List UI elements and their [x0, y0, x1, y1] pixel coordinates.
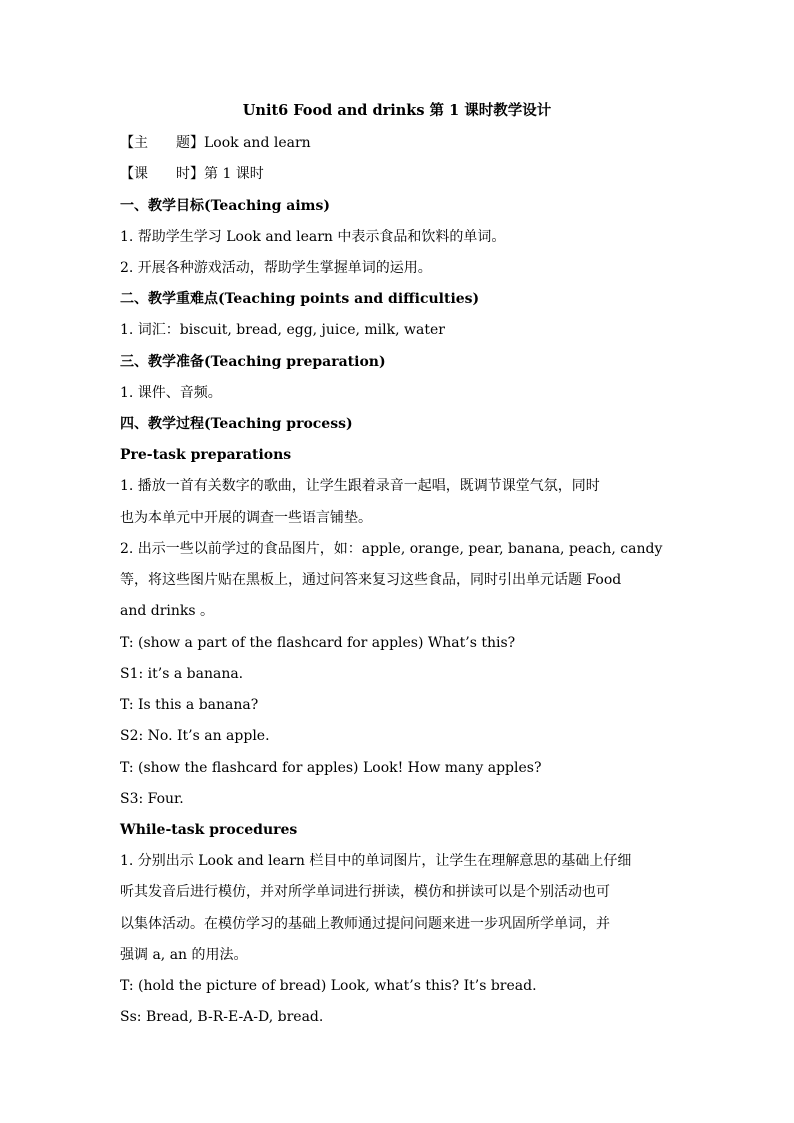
dialogue-line: T: (show a part of the flashcard for apples) What’s this?: [120, 635, 516, 651]
document-title: Unit6 Food and drinks 第 1 课时教学设计: [242, 102, 552, 119]
pre-task-item-1-line-2: 也为本单元中开展的调查一些语言铺垫。: [120, 510, 372, 526]
topic-line: 【主 题】Look and learn: [120, 135, 311, 151]
pre-task-item-1-line-1: 1. 播放一首有关数字的歌曲，让学生跟着录音一起唱，既调节课堂气氛，同时: [120, 478, 600, 494]
while-task-item-1-line-1: 1. 分别出示 Look and learn 栏目中的单词图片，让学生在理解意思的基础上仔细: [120, 853, 632, 869]
aims-item-1: 1. 帮助学生学习 Look and learn 中表示食品和饮料的单词。: [120, 229, 506, 245]
dialogue-line: T: (show the flashcard for apples) Look! How many apples?: [120, 760, 542, 776]
pre-task-heading: Pre-task preparations: [120, 447, 292, 463]
pre-task-item-2-line-3: and drinks 。: [120, 603, 215, 619]
while-task-heading: While-task procedures: [120, 822, 298, 838]
while-task-item-1-line-2: 听其发音后进行模仿，并对所学单词进行拼读，模仿和拼读可以是个别活动也可: [120, 884, 610, 900]
dialogue-line: S3: Four.: [120, 791, 184, 807]
prep-item-1: 1. 课件、音频。: [120, 385, 222, 401]
while-task-item-1-line-3: 以集体活动。在模仿学习的基础上教师通过提问问题来进一步巩固所学单词，并: [120, 916, 610, 932]
pre-task-item-2-line-1: 2. 出示一些以前学过的食品图片，如：apple, orange, pear, banana, peach, candy: [120, 541, 663, 557]
dialogue-line: T: Is this a banana?: [120, 697, 259, 713]
dialogue-line: T: (hold the picture of bread) Look, what’s this? It’s bread.: [120, 978, 537, 994]
aims-heading: 一、教学目标(Teaching aims): [120, 198, 330, 214]
while-task-item-1-line-4: 强调 a, an 的用法。: [120, 947, 248, 963]
process-heading: 四、教学过程(Teaching process): [120, 416, 353, 432]
dialogue-line: S2: No. It’s an apple.: [120, 728, 270, 744]
period-line: 【课 时】第 1 课时: [120, 166, 264, 182]
dialogue-line: S1: it’s a banana.: [120, 666, 244, 682]
points-heading: 二、教学重难点(Teaching points and difficulties): [120, 291, 480, 307]
aims-item-2: 2. 开展各种游戏活动，帮助学生掌握单词的运用。: [120, 260, 432, 276]
prep-heading: 三、教学准备(Teaching preparation): [120, 354, 386, 370]
dialogue-line: Ss: Bread, B-R-E-A-D, bread.: [120, 1009, 324, 1025]
points-item-1: 1. 词汇：biscuit, bread, egg, juice, milk, water: [120, 322, 445, 338]
pre-task-item-2-line-2: 等，将这些图片贴在黑板上，通过问答来复习这些食品，同时引出单元话题 Food: [120, 572, 622, 588]
